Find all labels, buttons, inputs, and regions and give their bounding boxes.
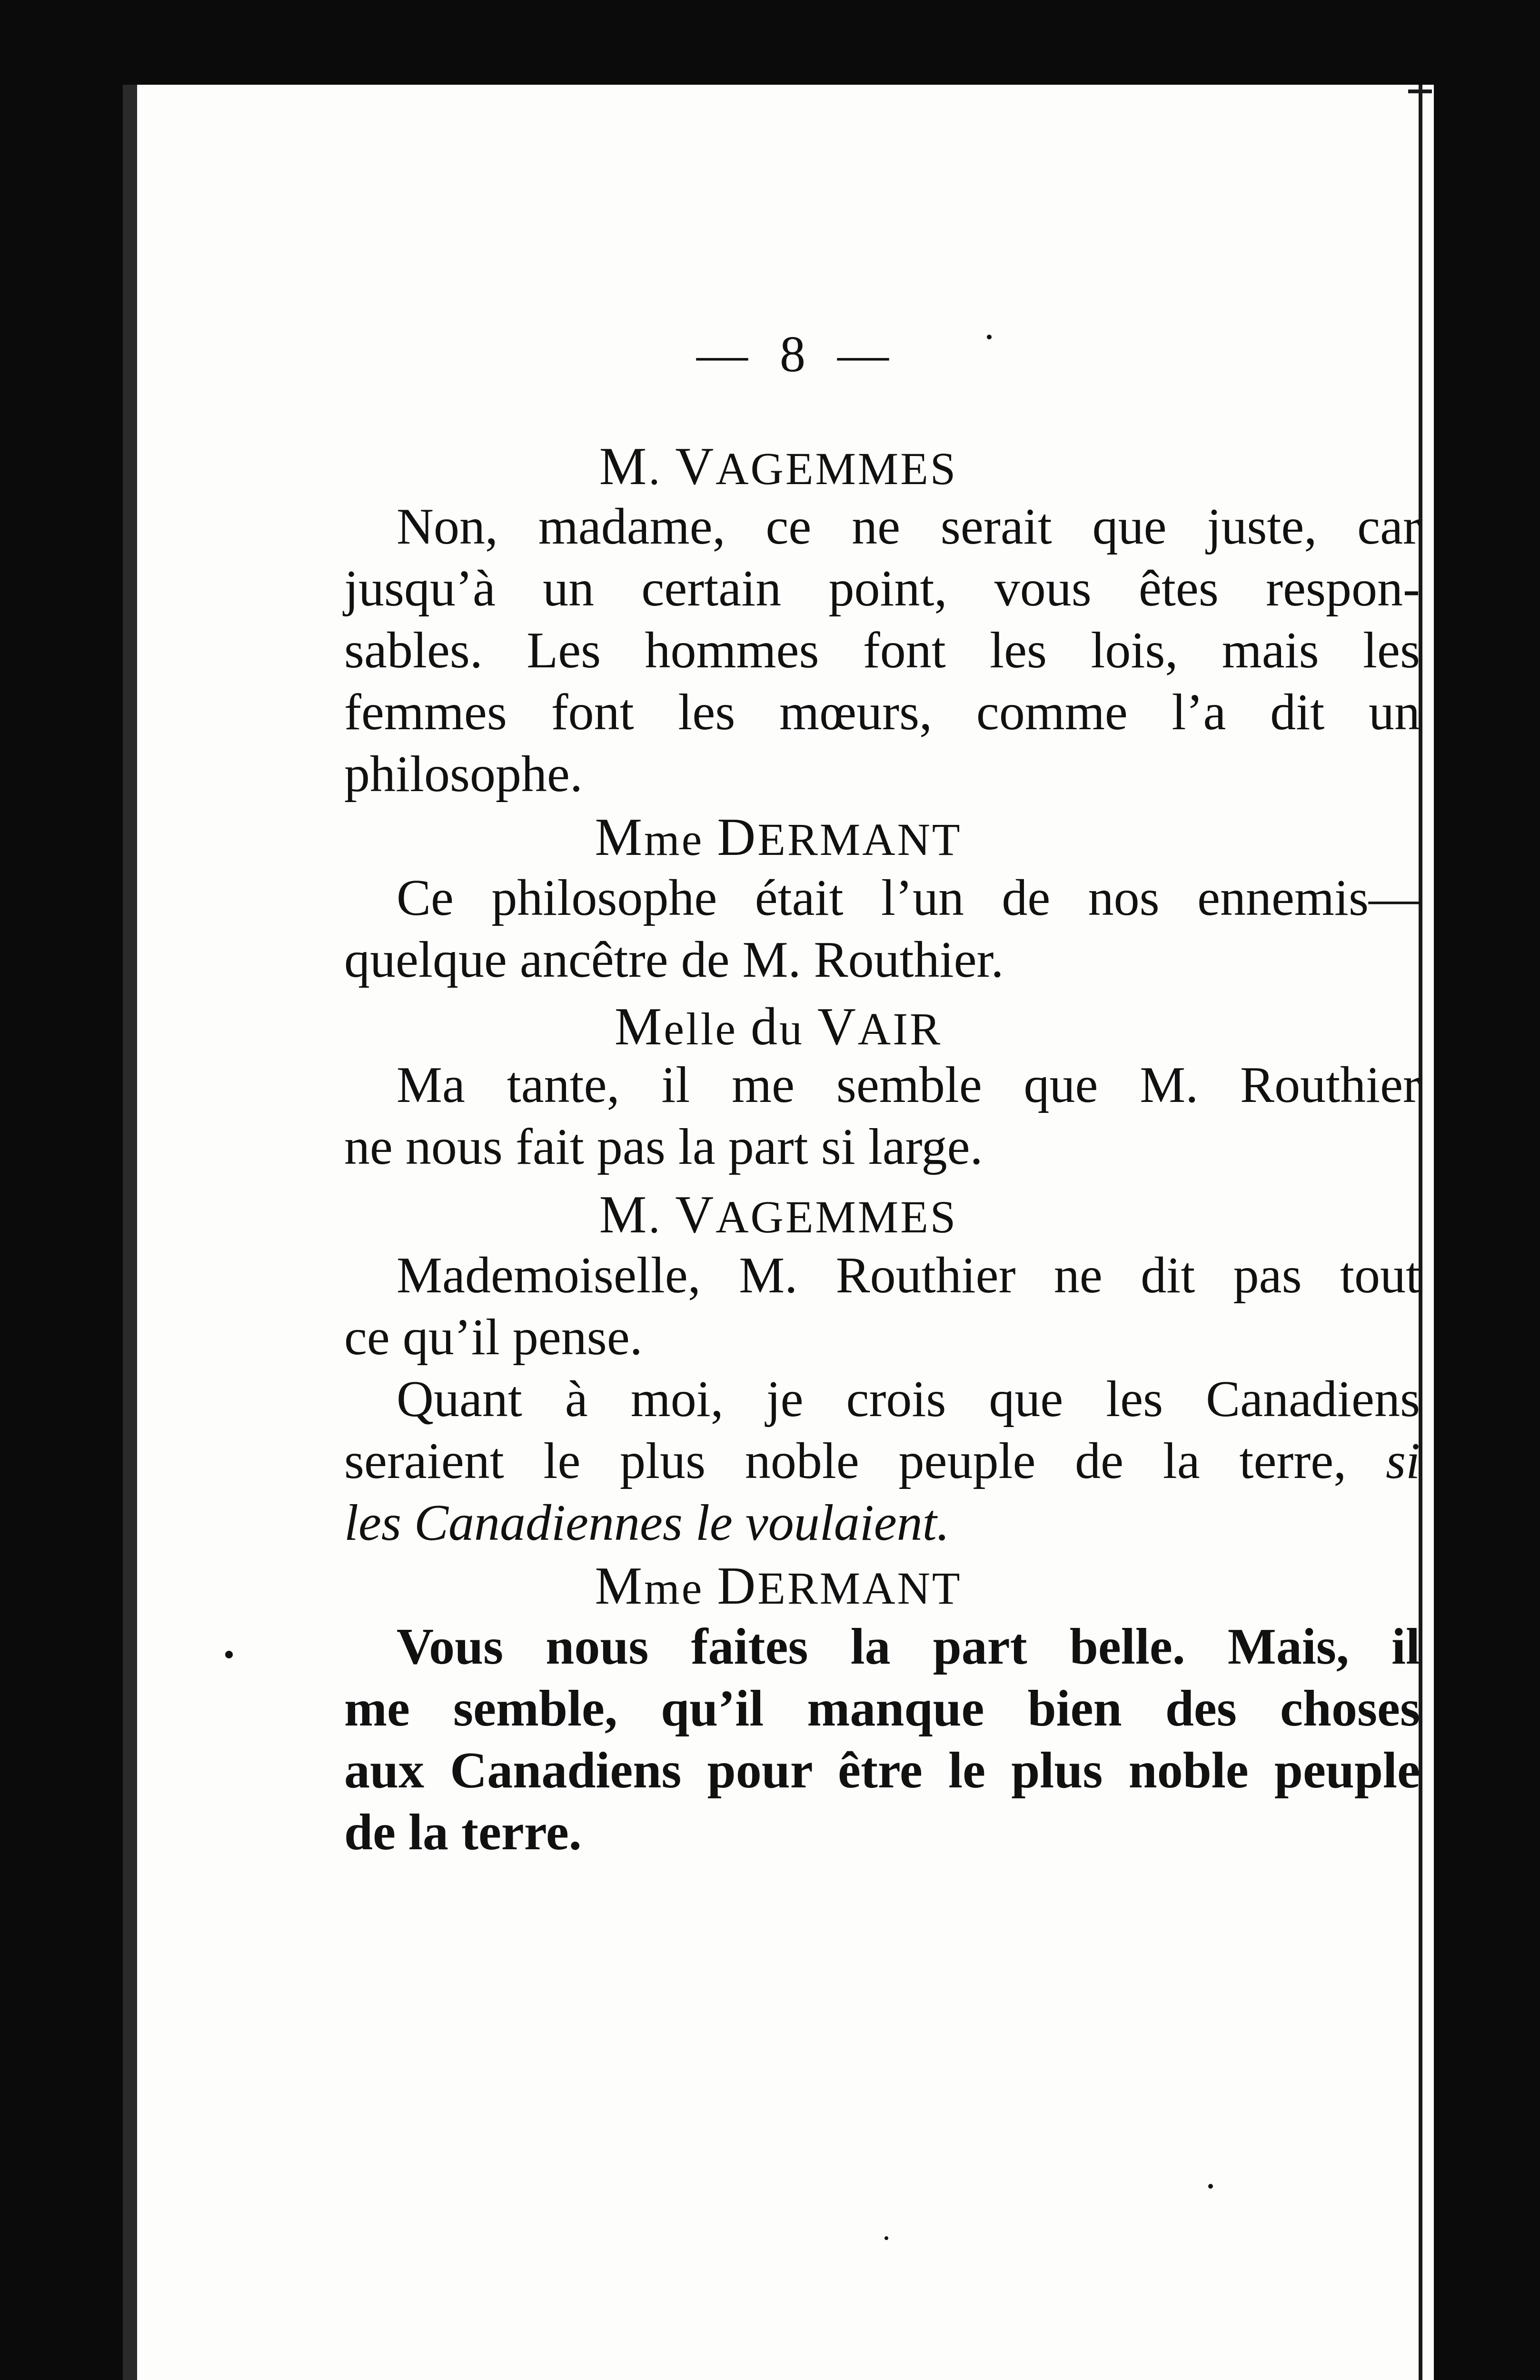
page-text (123, 85, 1434, 2380)
text-line: ce qu’il pense. (344, 1309, 643, 1366)
speaker-initial: V (817, 997, 858, 1056)
text-line: Mademoiselle, M. Routhier ne dit pas tout (397, 1247, 1420, 1304)
speaker-initial: D (717, 1557, 758, 1616)
text-line: me semble, qu’il manque bien des choses (344, 1680, 1420, 1737)
speck (884, 2236, 888, 2240)
speaker-heading: Mme DERMANT (595, 1557, 962, 1616)
text-line: ne nous fait pas la part si large. (344, 1119, 983, 1175)
speaker-initial: M (595, 808, 645, 867)
italic-text: si (1385, 1433, 1421, 1489)
text-line (344, 1494, 1420, 1553)
text-line: quelque ancêtre de M. Routhier. (344, 932, 1004, 988)
speck (987, 335, 992, 339)
text-line (344, 1432, 1420, 1491)
text-line: sables. Les hommes font les lois, mais les (344, 622, 1420, 679)
speaker-initial: M (595, 1557, 645, 1616)
speaker-initial: V (675, 437, 716, 496)
text-line: Non, madame, ce ne serait que juste, car (397, 498, 1420, 555)
speaker-initial: V (675, 1185, 716, 1244)
speaker-initial: M (599, 437, 649, 496)
text-line: philosophe. (344, 746, 583, 803)
speaker-heading: M. VAGEMMES (599, 437, 958, 496)
text-line: Ma tante, il me semble que M. Routhier (397, 1057, 1420, 1113)
speck (1208, 2184, 1213, 2189)
text-line: Vous nous faites la part belle. Mais, il (397, 1618, 1420, 1675)
speaker-initial: M (599, 1185, 649, 1244)
text-line: jusqu’à un certain point, vous êtes respon- (344, 560, 1420, 617)
text-line: aux Canadiens pour être le plus noble peuple (344, 1742, 1420, 1799)
speaker-heading: M. VAGEMMES (599, 1185, 958, 1244)
italic-text: les Canadiennes le voulaient. (344, 1495, 950, 1551)
speaker-initial: D (717, 808, 758, 867)
speck (225, 1651, 233, 1658)
speaker-heading: Mme DERMANT (595, 808, 962, 867)
book-page (123, 85, 1434, 2380)
page-number: — 8 — (696, 326, 898, 383)
text-line: de la terre. (344, 1804, 582, 1861)
text-span: seraient le plus noble peuple de la terre, (344, 1433, 1347, 1489)
text-line: Ce philosophe était l’un de nos ennemis— (397, 870, 1420, 926)
speaker-initial: M (614, 997, 664, 1056)
text-line: Quant à moi, je crois que les Canadiens (397, 1371, 1420, 1428)
text-line: femmes font les mœurs, comme l’a dit un (344, 684, 1420, 741)
speaker-heading: Melle du VAIR (614, 997, 943, 1056)
speaker-initial: d (750, 997, 779, 1056)
